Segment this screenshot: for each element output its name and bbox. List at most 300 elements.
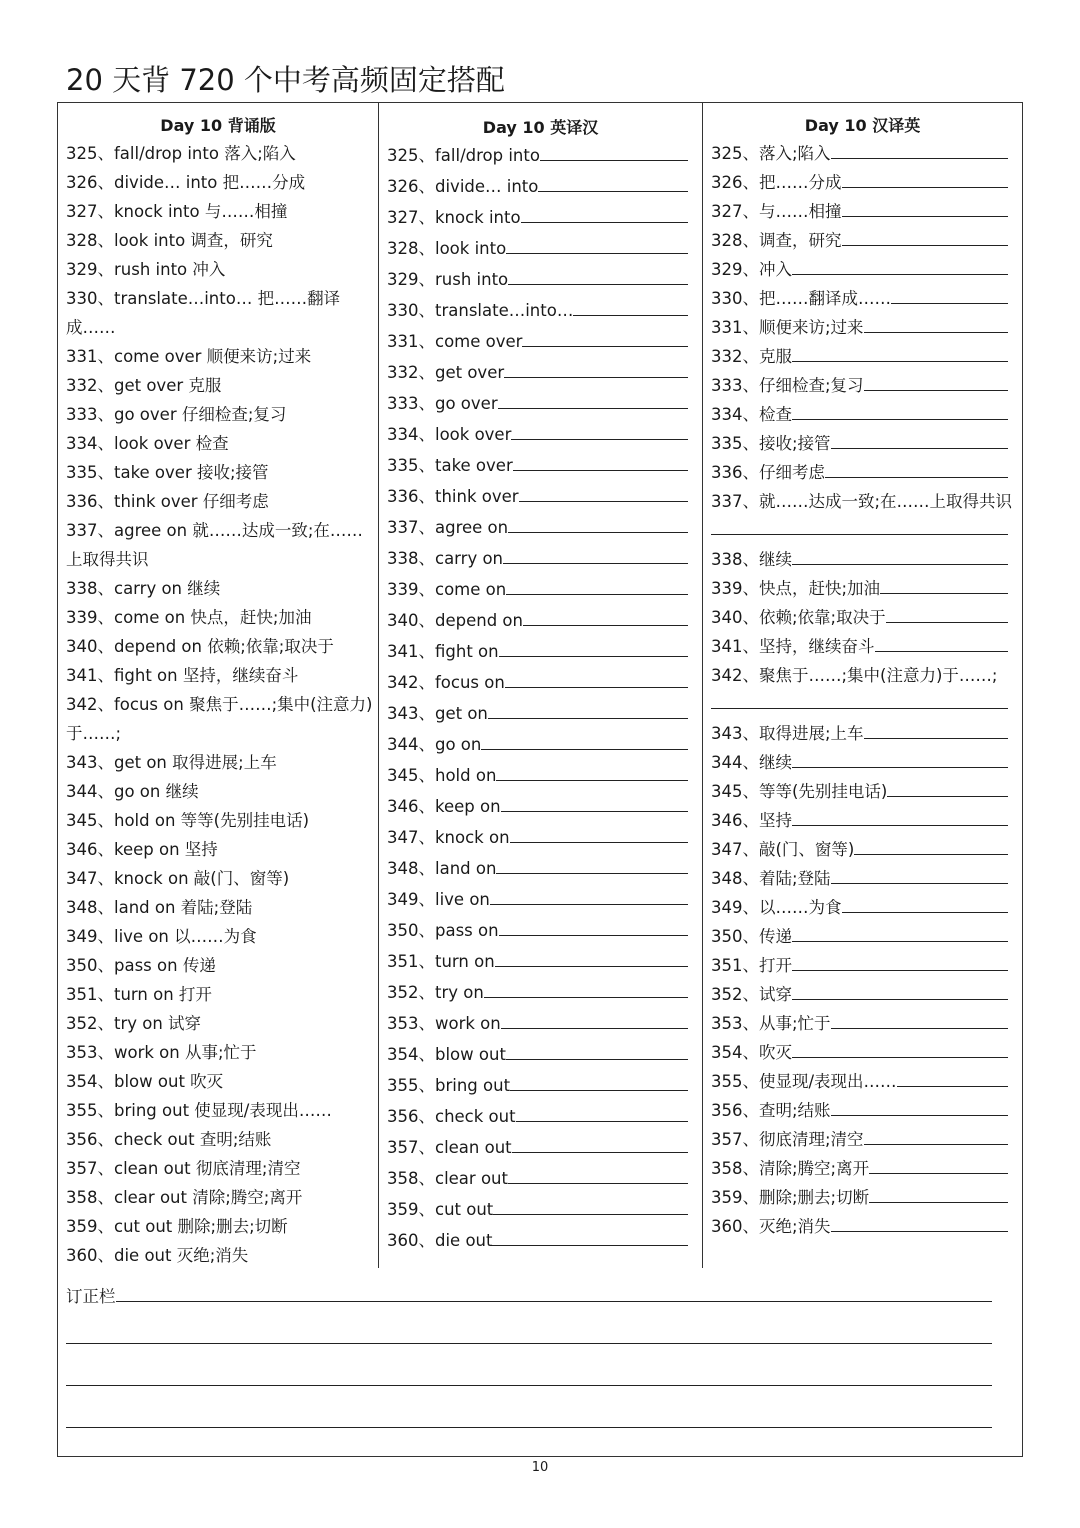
answer-blank[interactable] xyxy=(792,807,1008,826)
item-text: 338、carry on 继续 xyxy=(66,579,221,598)
answer-blank[interactable] xyxy=(792,1039,1008,1058)
item-text: 343、取得进展;上车 xyxy=(711,724,864,743)
recite-list xyxy=(66,139,374,1270)
answer-blank[interactable] xyxy=(875,633,1009,652)
answer-blank[interactable] xyxy=(499,638,688,657)
answer-blank[interactable] xyxy=(484,979,688,998)
list-item xyxy=(66,400,374,429)
list-item xyxy=(711,255,1018,284)
item-text: 325、fall/drop into xyxy=(387,146,540,165)
item-text: 352、try on xyxy=(387,983,484,1002)
item-text: 359、cut out 删除;删去;切断 xyxy=(66,1217,288,1236)
list-item xyxy=(387,791,698,822)
item-text: 329、rush into xyxy=(387,270,509,289)
item-text: 359、删除;删去;切断 xyxy=(711,1188,870,1207)
item-text: 326、把……分成 xyxy=(711,173,842,192)
list-item xyxy=(711,1125,1018,1154)
answer-blank[interactable] xyxy=(512,1134,688,1153)
correction-blank[interactable] xyxy=(66,1409,992,1428)
list-item xyxy=(66,1241,374,1270)
list-item xyxy=(711,632,1018,661)
item-text: 328、look into xyxy=(387,239,507,258)
item-text: 357、clean out xyxy=(387,1138,512,1157)
list-item xyxy=(711,893,1018,922)
item-text: 355、bring out 使显现/表现出…… xyxy=(66,1101,332,1120)
correction-row xyxy=(66,1325,992,1367)
worksheet-frame xyxy=(57,102,1023,1457)
answer-blank[interactable] xyxy=(495,948,688,967)
list-item xyxy=(711,951,1018,980)
item-text: 342、聚焦于……;集中(注意力)于……; xyxy=(711,666,998,685)
item-text: 331、顺便来访;过来 xyxy=(711,318,864,337)
answer-blank[interactable] xyxy=(504,359,688,378)
answer-blank[interactable] xyxy=(508,266,688,285)
answer-blank[interactable] xyxy=(513,452,688,471)
answer-blank[interactable] xyxy=(842,169,1009,188)
item-text: 346、keep on 坚持 xyxy=(66,840,218,859)
item-text: 343、get on 取得进展;上车 xyxy=(66,753,277,772)
item-text: 344、继续 xyxy=(711,753,792,772)
answer-blank[interactable] xyxy=(510,824,688,843)
item-text: 346、坚持 xyxy=(711,811,792,830)
item-text: 336、仔细考虑 xyxy=(711,463,825,482)
item-text: 328、look into 调查，研究 xyxy=(66,231,273,250)
answer-blank[interactable] xyxy=(825,459,1008,478)
list-item xyxy=(387,884,698,915)
list-item xyxy=(711,777,1018,806)
item-text: 360、灭绝;消失 xyxy=(711,1217,831,1236)
answer-blank[interactable] xyxy=(831,1097,1008,1116)
list-item xyxy=(66,574,374,603)
answer-blank[interactable] xyxy=(499,917,688,936)
list-item xyxy=(66,429,374,458)
answer-blank[interactable] xyxy=(831,865,1008,884)
answer-blank[interactable] xyxy=(792,256,1008,275)
item-text: 351、打开 xyxy=(711,956,792,975)
item-text: 351、turn on 打开 xyxy=(66,985,212,1004)
page-title: 20 天背 720 个中考高频固定搭配 xyxy=(66,63,505,97)
answer-blank[interactable] xyxy=(508,514,688,533)
list-item xyxy=(387,450,698,481)
item-text: 340、depend on xyxy=(387,611,523,630)
item-text: 342、focus on xyxy=(387,673,505,692)
answer-blank[interactable] xyxy=(506,235,688,254)
item-text: 336、think over 仔细考虑 xyxy=(66,492,269,511)
item-text: 328、调查，研究 xyxy=(711,231,842,250)
item-text: 325、fall/drop into 落入;陷入 xyxy=(66,144,296,163)
item-text: 330、把……翻译成…… xyxy=(711,289,891,308)
list-item xyxy=(66,748,374,777)
item-text: 356、查明;结账 xyxy=(711,1101,831,1120)
list-item xyxy=(711,661,1018,719)
item-text: 337、就……达成一致;在……上取得共识 xyxy=(711,492,1013,511)
answer-blank[interactable] xyxy=(503,545,688,564)
list-item xyxy=(711,400,1018,429)
list-item xyxy=(66,632,374,661)
column-heading-zh-to-en: Day 10 汉译英 xyxy=(804,116,921,135)
answer-blank[interactable] xyxy=(519,483,688,502)
list-item xyxy=(711,1183,1018,1212)
item-text: 345、hold on 等等(先别挂电话) xyxy=(66,811,310,830)
answer-blank[interactable] xyxy=(521,204,688,223)
list-item xyxy=(387,822,698,853)
item-text: 339、快点，赶快;加油 xyxy=(711,579,881,598)
answer-blank[interactable] xyxy=(792,749,1008,768)
list-item xyxy=(711,1009,1018,1038)
list-item xyxy=(711,719,1018,748)
item-text: 345、hold on xyxy=(387,766,497,785)
list-item xyxy=(711,487,1018,545)
item-text: 358、clear out xyxy=(387,1169,508,1188)
item-text: 347、knock on xyxy=(387,828,510,847)
item-text: 329、rush into 冲入 xyxy=(66,260,226,279)
answer-blank[interactable] xyxy=(523,607,688,626)
answer-blank[interactable] xyxy=(897,1068,1008,1087)
item-text: 348、land on 着陆;登陆 xyxy=(66,898,253,917)
item-text: 331、come over 顺便来访;过来 xyxy=(66,347,312,366)
list-item xyxy=(387,1132,698,1163)
item-text: 354、blow out 吹灭 xyxy=(66,1072,224,1091)
list-item xyxy=(711,1067,1018,1096)
list-item xyxy=(66,284,374,342)
answer-blank[interactable] xyxy=(869,1155,1008,1174)
answer-blank[interactable] xyxy=(842,198,1009,217)
list-item xyxy=(387,233,698,264)
item-text: 353、work on 从事;忙于 xyxy=(66,1043,257,1062)
list-item xyxy=(387,512,698,543)
list-item xyxy=(387,1101,698,1132)
answer-blank[interactable] xyxy=(505,669,688,688)
item-text: 339、come on 快点，赶快;加油 xyxy=(66,608,312,627)
item-text: 350、传递 xyxy=(711,927,792,946)
list-item xyxy=(387,140,698,171)
list-item xyxy=(387,977,698,1008)
answer-blank[interactable] xyxy=(831,140,1008,159)
item-text: 355、bring out xyxy=(387,1076,511,1095)
list-item xyxy=(387,419,698,450)
list-item xyxy=(387,667,698,698)
item-text: 344、go on 继续 xyxy=(66,782,199,801)
item-text: 341、坚持，继续奋斗 xyxy=(711,637,875,656)
list-item xyxy=(711,864,1018,893)
list-item xyxy=(387,698,698,729)
answer-blank[interactable] xyxy=(511,421,688,440)
list-item xyxy=(66,1096,374,1125)
answer-blank[interactable] xyxy=(842,894,1009,913)
item-text: 349、以……为食 xyxy=(711,898,842,917)
zh-to-en-list xyxy=(711,139,1018,1241)
item-text: 349、live on xyxy=(387,890,490,909)
item-text: 330、translate…into… 把……翻译成…… xyxy=(66,289,341,337)
item-text: 353、从事;忙于 xyxy=(711,1014,831,1033)
list-item xyxy=(66,1067,374,1096)
column-recite xyxy=(58,103,379,1268)
list-item xyxy=(711,545,1018,574)
answer-blank[interactable] xyxy=(540,142,688,161)
item-text: 350、pass on xyxy=(387,921,499,940)
list-item xyxy=(66,951,374,980)
item-text: 333、仔细检查;复习 xyxy=(711,376,864,395)
item-text: 360、die out 灭绝;消失 xyxy=(66,1246,249,1265)
answer-blank[interactable] xyxy=(501,1010,688,1029)
list-item xyxy=(66,1212,374,1241)
correction-row xyxy=(66,1409,992,1451)
item-text: 327、与……相撞 xyxy=(711,202,842,221)
list-item xyxy=(66,168,374,197)
item-text: 357、clean out 彻底清理;清空 xyxy=(66,1159,301,1178)
list-item xyxy=(711,574,1018,603)
answer-blank[interactable] xyxy=(792,981,1008,1000)
list-item xyxy=(387,1039,698,1070)
list-item xyxy=(711,342,1018,371)
answer-blank[interactable] xyxy=(508,1165,688,1184)
item-text: 360、die out xyxy=(387,1231,493,1250)
list-item xyxy=(711,1154,1018,1183)
item-text: 340、依赖;依靠;取决于 xyxy=(711,608,886,627)
list-item xyxy=(66,1183,374,1212)
item-text: 351、turn on xyxy=(387,952,495,971)
answer-blank[interactable] xyxy=(488,700,688,719)
list-item xyxy=(387,264,698,295)
column-heading-en-to-zh: Day 10 英译汉 xyxy=(482,118,599,137)
answer-blank[interactable] xyxy=(501,793,688,812)
list-item xyxy=(66,1154,374,1183)
list-item xyxy=(66,226,374,255)
item-text: 357、彻底清理;清空 xyxy=(711,1130,864,1149)
list-item xyxy=(711,197,1018,226)
correction-row xyxy=(66,1367,992,1409)
answer-blank[interactable] xyxy=(869,1184,1008,1203)
list-item xyxy=(66,603,374,632)
item-text: 348、着陆;登陆 xyxy=(711,869,831,888)
answer-blank[interactable] xyxy=(496,762,688,781)
item-text: 337、agree on 就……达成一致;在……上取得共识 xyxy=(66,521,363,569)
list-item xyxy=(66,139,374,168)
item-text: 354、吹灭 xyxy=(711,1043,792,1062)
answer-blank[interactable] xyxy=(573,297,688,316)
list-item xyxy=(387,760,698,791)
list-item xyxy=(387,729,698,760)
answer-blank[interactable] xyxy=(506,576,688,595)
list-item xyxy=(387,574,698,605)
list-item xyxy=(711,371,1018,400)
answer-blank[interactable] xyxy=(516,1103,688,1122)
column-zh-to-en xyxy=(703,103,1022,1268)
answer-blank[interactable] xyxy=(506,1041,688,1060)
item-text: 341、fight on 坚持，继续奋斗 xyxy=(66,666,299,685)
list-item xyxy=(387,388,698,419)
list-item xyxy=(66,255,374,284)
correction-blank[interactable] xyxy=(66,1325,992,1344)
list-item xyxy=(66,922,374,951)
list-item xyxy=(387,326,698,357)
page-number: 10 xyxy=(531,1460,549,1475)
item-text: 356、check out xyxy=(387,1107,516,1126)
list-item xyxy=(711,980,1018,1009)
answer-blank[interactable] xyxy=(886,604,1008,623)
list-item xyxy=(711,922,1018,951)
answer-blank[interactable] xyxy=(498,390,688,409)
answer-blank[interactable] xyxy=(492,1227,688,1246)
item-text: 347、knock on 敲(门、窗等) xyxy=(66,869,290,888)
list-item xyxy=(387,946,698,977)
answer-blank[interactable] xyxy=(831,1010,1008,1029)
list-item xyxy=(711,603,1018,632)
answer-blank[interactable] xyxy=(887,778,1008,797)
item-text: 336、think over xyxy=(387,487,519,506)
list-item xyxy=(711,313,1018,342)
item-text: 326、divide… into 把……分成 xyxy=(66,173,306,192)
item-text: 332、get over 克服 xyxy=(66,376,222,395)
answer-blank[interactable] xyxy=(854,836,1008,855)
list-item xyxy=(66,342,374,371)
item-text: 358、clear out 清除;腾空;离开 xyxy=(66,1188,303,1207)
list-item xyxy=(711,139,1018,168)
answer-blank[interactable] xyxy=(831,430,1008,449)
list-item xyxy=(66,516,374,574)
item-text: 333、go over xyxy=(387,394,498,413)
item-text: 355、使显现/表现出…… xyxy=(711,1072,897,1091)
list-item xyxy=(66,806,374,835)
answer-blank[interactable] xyxy=(538,173,688,192)
list-item xyxy=(711,226,1018,255)
correction-blank[interactable] xyxy=(116,1283,993,1302)
item-text: 354、blow out xyxy=(387,1045,506,1064)
item-text: 335、take over 接收;接管 xyxy=(66,463,269,482)
item-text: 359、cut out xyxy=(387,1200,494,1219)
item-text: 338、继续 xyxy=(711,550,792,569)
column-heading-recite: Day 10 背诵版 xyxy=(160,116,276,135)
list-item xyxy=(66,1038,374,1067)
answer-blank[interactable] xyxy=(864,314,1008,333)
list-item xyxy=(66,458,374,487)
list-item xyxy=(387,605,698,636)
list-item xyxy=(387,1225,698,1256)
item-text: 337、agree on xyxy=(387,518,509,537)
correction-blank[interactable] xyxy=(66,1367,992,1386)
item-text: 346、keep on xyxy=(387,797,501,816)
list-item xyxy=(387,853,698,884)
correction-label: 订正栏 xyxy=(66,1287,116,1306)
list-item xyxy=(711,458,1018,487)
list-item xyxy=(66,864,374,893)
list-item xyxy=(387,481,698,512)
item-text: 347、敲(门、窗等) xyxy=(711,840,855,859)
answer-blank[interactable] xyxy=(891,285,1008,304)
list-item xyxy=(387,636,698,667)
item-text: 353、work on xyxy=(387,1014,501,1033)
list-item xyxy=(387,357,698,388)
item-text: 334、look over 检查 xyxy=(66,434,229,453)
correction-row xyxy=(66,1283,992,1325)
item-text: 338、carry on xyxy=(387,549,504,568)
answer-blank[interactable] xyxy=(831,1213,1008,1232)
item-text: 356、check out 查明;结账 xyxy=(66,1130,272,1149)
item-text: 330、translate…into… xyxy=(387,301,574,320)
list-item xyxy=(711,284,1018,313)
answer-blank[interactable] xyxy=(711,516,1008,535)
list-item xyxy=(66,835,374,864)
item-text: 333、go over 仔细检查;复习 xyxy=(66,405,287,424)
item-text: 350、pass on 传递 xyxy=(66,956,216,975)
item-text: 329、冲入 xyxy=(711,260,792,279)
item-text: 335、接收;接管 xyxy=(711,434,831,453)
item-text: 352、try on 试穿 xyxy=(66,1014,202,1033)
list-item xyxy=(711,1212,1018,1241)
correction-area xyxy=(66,1283,992,1451)
item-text: 327、knock into xyxy=(387,208,521,227)
answer-blank[interactable] xyxy=(792,343,1008,362)
item-text: 331、come over xyxy=(387,332,523,351)
answer-blank[interactable] xyxy=(842,227,1009,246)
item-text: 341、fight on xyxy=(387,642,499,661)
answer-blank[interactable] xyxy=(522,328,688,347)
answer-blank[interactable] xyxy=(792,401,1008,420)
list-item xyxy=(711,835,1018,864)
item-text: 326、divide… into xyxy=(387,177,539,196)
list-item xyxy=(66,661,374,690)
item-text: 349、live on 以……为食 xyxy=(66,927,257,946)
list-item xyxy=(66,197,374,226)
item-text: 332、克服 xyxy=(711,347,792,366)
answer-blank[interactable] xyxy=(792,952,1008,971)
list-item xyxy=(66,371,374,400)
item-text: 345、等等(先别挂电话) xyxy=(711,782,888,801)
item-text: 342、focus on 聚焦于……;集中(注意力)于……; xyxy=(66,695,373,743)
answer-blank[interactable] xyxy=(864,372,1008,391)
answer-blank[interactable] xyxy=(792,546,1008,565)
answer-blank[interactable] xyxy=(864,720,1008,739)
list-item xyxy=(711,168,1018,197)
list-item xyxy=(66,1009,374,1038)
item-text: 352、试穿 xyxy=(711,985,792,1004)
list-item xyxy=(387,1194,698,1225)
answer-blank[interactable] xyxy=(792,923,1008,942)
item-text: 348、land on xyxy=(387,859,497,878)
list-item xyxy=(66,690,374,748)
item-text: 358、清除;腾空;离开 xyxy=(711,1159,870,1178)
item-text: 335、take over xyxy=(387,456,513,475)
answer-blank[interactable] xyxy=(711,690,1008,709)
answer-blank[interactable] xyxy=(510,1072,688,1091)
list-item xyxy=(66,893,374,922)
list-item xyxy=(66,1125,374,1154)
item-text: 334、look over xyxy=(387,425,512,444)
item-text: 344、go on xyxy=(387,735,482,754)
item-text: 325、落入;陷入 xyxy=(711,144,831,163)
item-text: 343、get on xyxy=(387,704,488,723)
answer-blank[interactable] xyxy=(496,855,688,874)
list-item xyxy=(387,295,698,326)
answer-blank[interactable] xyxy=(490,886,688,905)
item-text: 339、come on xyxy=(387,580,507,599)
list-item xyxy=(387,1008,698,1039)
list-item xyxy=(66,777,374,806)
list-item xyxy=(711,748,1018,777)
answer-blank[interactable] xyxy=(864,1126,1008,1145)
list-item xyxy=(387,1070,698,1101)
list-item xyxy=(66,980,374,1009)
answer-blank[interactable] xyxy=(880,575,1008,594)
answer-blank[interactable] xyxy=(493,1196,688,1215)
list-item xyxy=(387,915,698,946)
list-item xyxy=(711,1096,1018,1125)
list-item xyxy=(387,543,698,574)
list-item xyxy=(387,202,698,233)
en-to-zh-list xyxy=(387,140,698,1256)
list-item xyxy=(711,1038,1018,1067)
answer-blank[interactable] xyxy=(481,731,688,750)
